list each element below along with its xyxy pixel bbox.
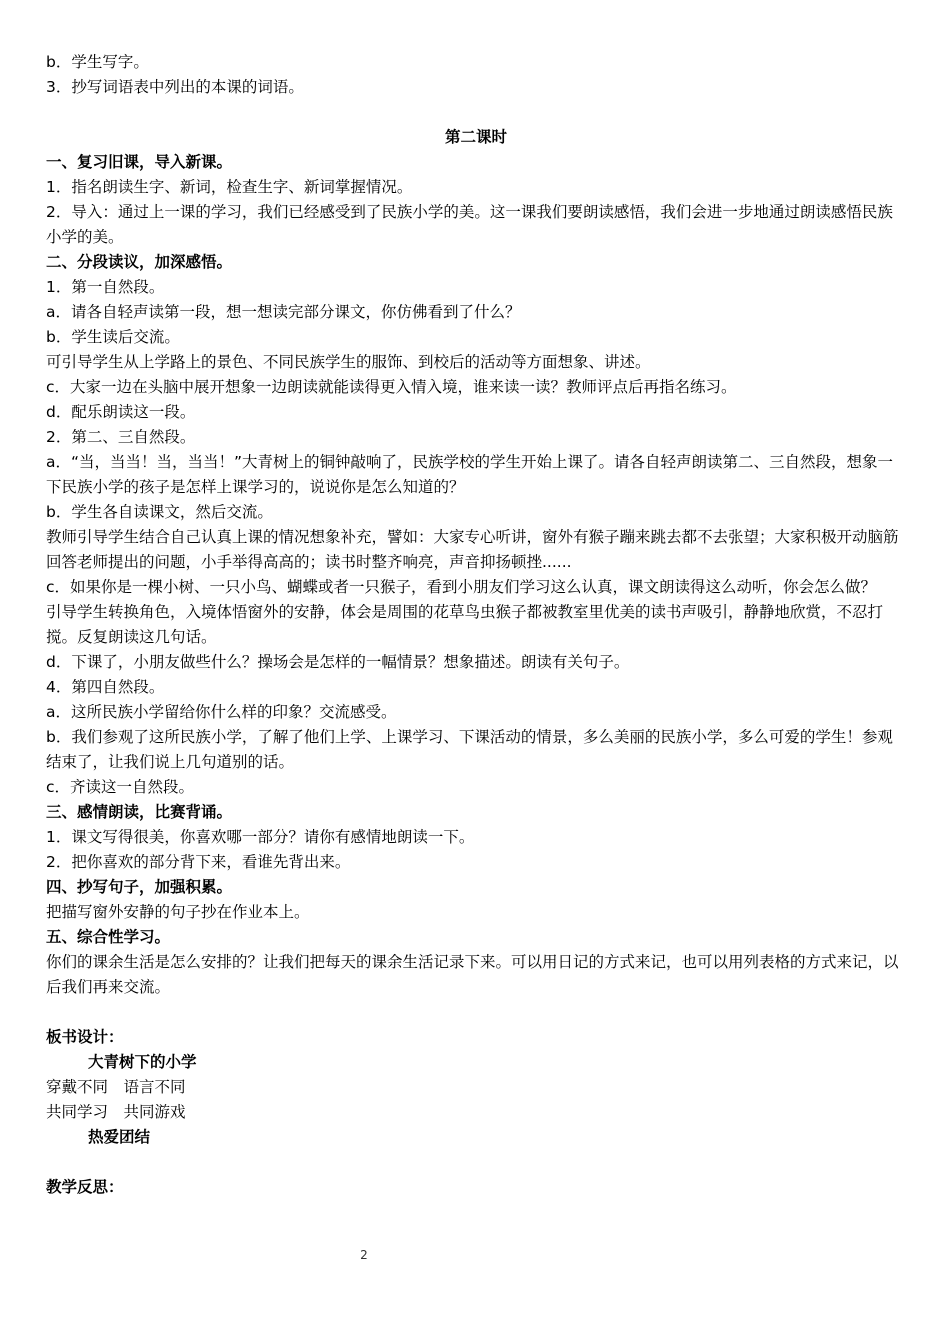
- paragraph: 2．把你喜欢的部分背下来，看谁先背出来。: [46, 853, 351, 871]
- section-heading-2: 二、分段读议，加深感悟。: [46, 253, 233, 271]
- paragraph: c．大家一边在头脑中展开想象一边朗读就能读得更入情入境，谁来读一读？教师评点后再指名练习。: [46, 378, 737, 396]
- paragraph: 引导学生转换角色，入境体悟窗外的安静，体会是周围的花草鸟虫猴子都被教室里优美的读书声吸引，静静地欣赏，不忍打搅。反复朗读这几句话。: [46, 603, 884, 646]
- page-number: 2: [360, 1248, 368, 1262]
- paragraph: d．下课了，小朋友做些什么？操场会是怎样的一幅情景？想象描述。朗读有关句子。: [46, 653, 630, 671]
- section-heading-3: 三、感情朗读，比赛背诵。: [46, 803, 233, 821]
- paragraph: a．请各自轻声读第一段，想一想读完部分课文，你仿佛看到了什么？: [46, 303, 521, 321]
- section-heading-4: 四、抄写句子，加强积累。: [46, 878, 233, 896]
- paragraph: a．“当，当当！当，当当！”大青树上的铜钟敲响了，民族学校的学生开始上课了。请各自轻声朗读第二、三自然段，想象一下民族小学的孩子是怎样上课学习的，说说你是怎么知道的？: [46, 453, 894, 496]
- section-heading-1: 一、复习旧课，导入新课。: [46, 153, 233, 171]
- paragraph: 把描写窗外安静的句子抄在作业本上。: [46, 903, 310, 921]
- step-copy-words: 3．抄写词语表中列出的本课的词语。: [46, 78, 304, 96]
- reflection-label: 教学反思：: [46, 1178, 124, 1196]
- board-row: 共同学习 共同游戏: [46, 1103, 186, 1121]
- paragraph: 1．第一自然段。: [46, 278, 165, 296]
- spacer: [46, 1000, 906, 1025]
- paragraph: 2．导入：通过上一课的学习，我们已经感受到了民族小学的美。这一课我们要朗读感悟，我们会进一步地通过朗读感悟民族小学的美。: [46, 203, 893, 246]
- spacer: [46, 100, 906, 125]
- spacer: [46, 1150, 906, 1175]
- lesson-title: 第二课时: [444, 128, 507, 146]
- paragraph: b．学生各自读课文，然后交流。: [46, 503, 273, 521]
- section-heading-5: 五、综合性学习。: [46, 928, 171, 946]
- paragraph: b．学生读后交流。: [46, 328, 180, 346]
- document-page: [46, 50, 906, 1200]
- paragraph: 4．第四自然段。: [46, 678, 165, 696]
- paragraph: 教师引导学生结合自己认真上课的情况想象补充，譬如：大家专心听讲，窗外有猴子蹦来跳去都不去张望；大家积极开动脑筋回答老师提出的问题，小手举得高高的；读书时整齐响亮，声音抑扬顿挫......: [46, 528, 899, 571]
- paragraph: 2．第二、三自然段。: [46, 428, 196, 446]
- paragraph: 1．指名朗读生字、新词，检查生字、新词掌握情况。: [46, 178, 413, 196]
- paragraph: 可引导学生从上学路上的景色、不同民族学生的服饰、到校后的活动等方面想象、讲述。: [46, 353, 651, 371]
- paragraph: 1．课文写得很美，你喜欢哪一部分？请你有感情地朗读一下。: [46, 828, 475, 846]
- paragraph: c．如果你是一棵小树、一只小鸟、蝴蝶或者一只猴子，看到小朋友们学习这么认真，课文朗读得这么动听，你会怎么做？: [46, 578, 877, 596]
- board-row: 穿戴不同 语言不同: [46, 1078, 186, 1096]
- board-title: 大青树下的小学: [88, 1053, 197, 1071]
- step-b-write: b．学生写字。: [46, 53, 149, 71]
- paragraph: c．齐读这一自然段。: [46, 778, 195, 796]
- paragraph: b．我们参观了这所民族小学，了解了他们上学、上课学习、下课活动的情景，多么美丽的民族小学，多么可爱的学生！参观结束了，让我们说上几句道别的话。: [46, 728, 893, 771]
- paragraph: d．配乐朗读这一段。: [46, 403, 196, 421]
- paragraph: 你们的课余生活是怎么安排的？让我们把每天的课余生活记录下来。可以用日记的方式来记，也可以用列表格的方式来记，以后我们再来交流。: [46, 953, 899, 996]
- board-summary: 热爱团结: [88, 1128, 151, 1146]
- board-design-label: 板书设计：: [46, 1028, 124, 1046]
- paragraph: a．这所民族小学留给你什么样的印象？交流感受。: [46, 703, 397, 721]
